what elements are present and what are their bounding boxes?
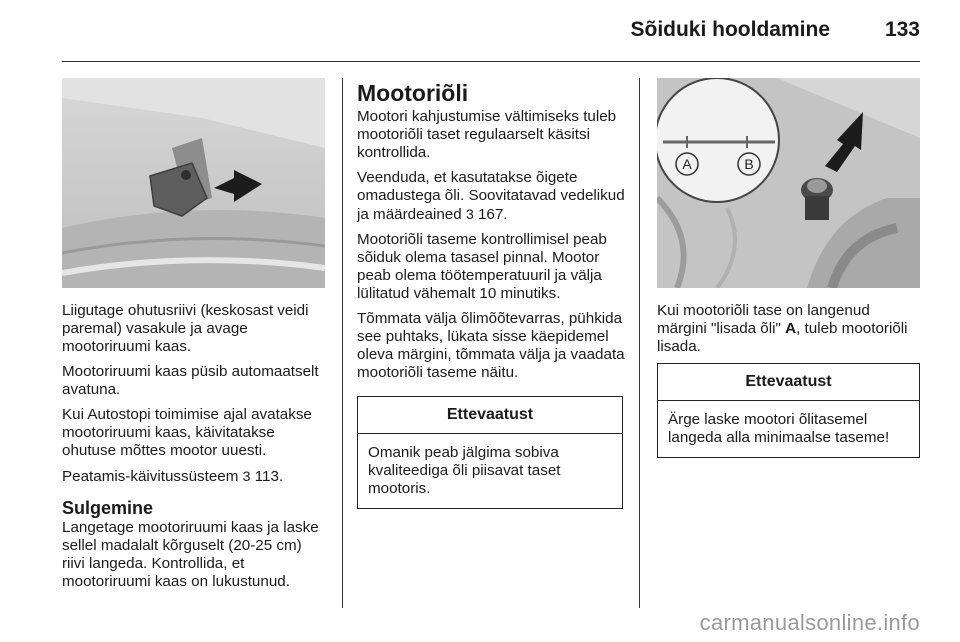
column-divider-1 [342,78,343,608]
autostop-note: Kui Autostopi toimimise ajal avatakse mootoriruumi kaas, käivitatakse ohutuse mõttes mootor uuesti. [62,406,312,459]
engine-oil-heading: Mootoriõli [357,80,469,106]
closing-instruction: Langetage mootoriruumi kaas ja laske sellel madalalt kõrguselt (20-25 cm) riivi langeda. Kontrollida, et mootoriruumi kaas on lukustunud. [62,519,319,590]
stop-start-page-link[interactable]: 113. [254,468,284,485]
hood-latch-illustration [62,78,325,288]
oil-spec-text: Veenduda, et kasutatakse õigete omadustega õli. Soovitatavad vedelikud ja määrdeained [357,169,625,223]
stop-start-reference [62,467,328,486]
caution-box-right [657,363,920,458]
marker-b-label: B [744,156,754,172]
column-divider-2 [639,78,640,608]
oil-check-conditions: Mootoriõli taseme kontrollimisel peab sõiduk olema tasasel pinnal. Mootor peab olema töötemperatuuril ja välja lülitatud vähemalt 10 minutiks. [357,231,607,302]
caution-body: Ärge laske mootori õlitasemel langeda alla minimaalse taseme! [668,411,890,446]
closing-subheading: Sulgemine [62,498,154,518]
page-title: Sõiduki hooldamine [630,18,830,41]
page-number: 133 [884,18,920,41]
marker-a-label: A [682,156,692,172]
latch-instruction: Liigutage ohutusriivi (keskosast veidi paremal) vasakule ja avage mootoriruumi kaas. [62,302,309,355]
dipstick-figure [657,78,920,288]
watermark: carmanualsonline.info [699,610,920,635]
page-ref-icon: 3 [242,468,251,484]
stop-start-label: Peatamis-käivitussüsteem [62,468,239,485]
oil-spec-paragraph [357,169,627,224]
marker-a-reference: A [785,320,797,337]
caution-body: Omanik peab jälgima sobiva kvaliteediga õli piisavat taset mootoris. [368,444,561,497]
caution-title: Ettevaatust [358,397,622,434]
fluids-page-link[interactable]: 167. [477,206,508,223]
left-column [62,302,328,598]
caution-title: Ettevaatust [658,364,919,401]
page-ref-icon: 3 [465,206,474,222]
hood-latch-figure [62,78,325,288]
right-column [657,302,923,363]
dipstick-instruction: Tõmmata välja õlimõõtevarras, pühkida see puhtaks, lükata sisse käepidemel oleva märgini, tõmmata välja ja vaadata mootoriõli taseme näitu. [357,310,625,381]
hood-auto-open-note: Mootoriruumi kaas püsib automaatselt avatuna. [62,363,319,398]
oil-top-up-caption: Kui mootoriõli tase on langenud märgini "lisada õli" A, tuleb mootoriõli lisada. [657,302,908,355]
middle-column [357,80,627,389]
oil-check-intro: Mootori kahjustumise vältimiseks tuleb mootoriõli taset regulaarselt käsitsi kontrollida. [357,108,617,161]
header-divider [62,61,920,62]
dipstick-illustration [657,78,920,288]
caution-box-middle [357,396,623,509]
